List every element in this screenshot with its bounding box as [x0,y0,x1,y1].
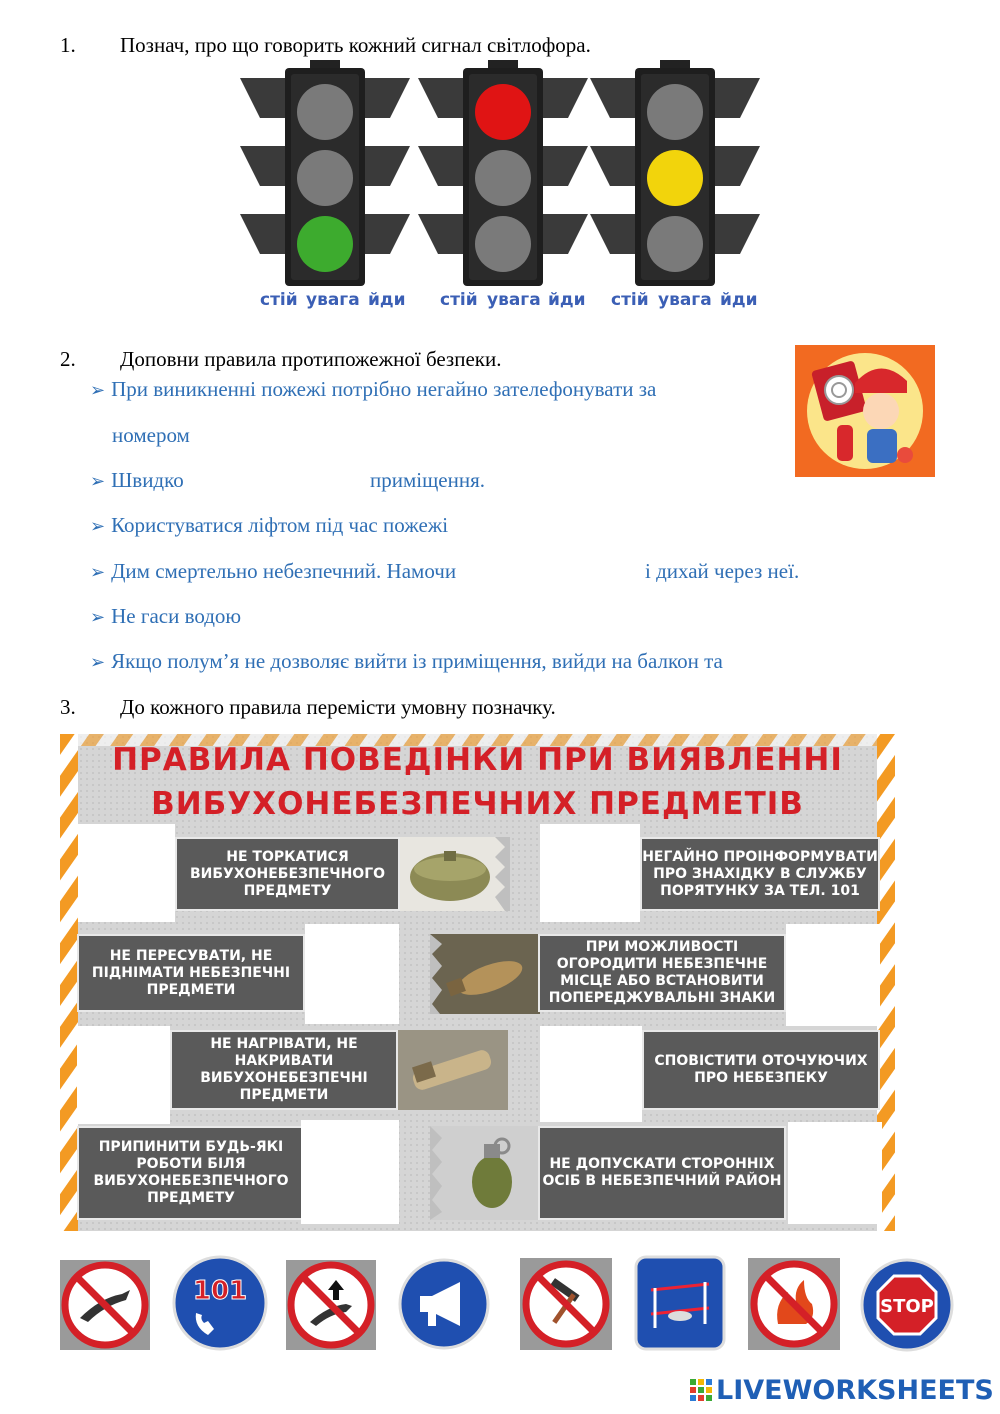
rule-do-not-move: НЕ ПЕРЕСУВАТИ, НЕ ПІДНІМАТИ НЕБЕЗПЕЧНІ ПРЕДМЕТИ [77,934,305,1012]
arrow-bullet-icon: ➢ [90,516,106,536]
q3-number: 3. [60,695,76,719]
green-light [297,216,353,272]
fire-rule-4-end: і дихай через неї. [645,559,800,583]
rule-stop-work: ПРИПИНИТИ БУДЬ-ЯКІ РОБОТИ БІЛЯ ВИБУХОНЕБЕЗПЕЧНОГО ПРЕДМЕТУ [77,1126,305,1220]
fire-rule-6 [90,649,723,674]
traffic-lights [235,58,765,290]
label-attention[interactable]: увага [306,290,360,310]
label-attention[interactable]: увага [658,290,712,310]
liveworksheets-logo [690,1375,994,1406]
arrow-bullet-icon: ➢ [90,380,106,400]
rule-no-outsiders: НЕ ДОПУСКАТИ СТОРОННІХ ОСІБ В НЕБЕЗПЕЧНИЙ РАЙОН [538,1126,786,1220]
drop-target[interactable] [305,924,399,1024]
poster-title-line2: ВИБУХОНЕБЕЗПЕЧНИХ ПРЕДМЕТІВ [151,786,804,822]
rule-do-not-touch: НЕ ТОРКАТИСЯ ВИБУХОНЕБЕЗПЕЧНОГО ПРЕДМЕТУ [175,837,400,911]
yellow-light [647,150,703,206]
light-off [647,216,703,272]
fire-rule-text: Користуватися ліфтом під час пожежі [111,513,449,537]
fire-rule-1 [90,377,656,402]
fire-rule-text: При виникненні пожежі потрібно негайно зателефонувати за [111,377,657,401]
light-off [475,150,531,206]
phone-number-text: 101 [192,1276,248,1306]
brand-name: LIVEWORKSHEETS [716,1375,994,1406]
fire-safety-illustration [795,345,935,477]
rule-inform-rescue: НЕГАЙНО ПРОІНФОРМУВАТИ ПРО ЗНАХІДКУ В СЛУЖБУ ПОРЯТУНКУ ЗА ТЕЛ. 101 [640,837,880,911]
megaphone-sign-icon[interactable] [398,1258,490,1350]
label-stop[interactable]: стій [611,290,649,310]
grenade-shell-photo [398,1030,508,1110]
q2-number: 2. [60,347,76,371]
traffic-light-3 [590,60,760,286]
q3-text: До кожного правила перемісти умовну позначку. [120,695,556,719]
liveworksheets-logo-icon [690,1379,712,1403]
fire-rule-5 [90,604,241,629]
fire-rule-text: Якщо полум’я не дозволяє вийти із приміщення, вийди на балкон та [111,649,723,673]
fire-rule-2-end: приміщення. [370,468,485,492]
fire-rule-text: Дим смертельно небезпечний. Намочи [111,559,457,583]
rule-do-not-heat: НЕ НАГРІВАТИ, НЕ НАКРИВАТИ ВИБУХОНЕБЕЗПЕЧНІ ПРЕДМЕТИ [170,1030,398,1110]
no-lift-sign-icon[interactable] [286,1260,376,1350]
drop-target[interactable] [77,1026,170,1124]
no-fire-sign-icon[interactable] [748,1258,840,1350]
stop-text: STOP [880,1296,934,1317]
landmine-photo [400,837,510,911]
rule-fence-area: ПРИ МОЖЛИВОСТІ ОГОРОДИТИ НЕБЕЗПЕЧНЕ МІСЦЕ АБО ВСТАНОВИТИ ПОПЕРЕДЖУВАЛЬНІ ЗНАКИ [538,934,786,1012]
arrow-bullet-icon: ➢ [90,562,106,582]
label-go[interactable]: йди [368,290,406,310]
label-attention[interactable]: увага [487,290,541,310]
fire-rule-4 [90,559,456,584]
drop-target[interactable] [788,1122,882,1224]
traffic-light-1 [240,60,410,286]
fence-sign-icon[interactable] [633,1254,727,1352]
phone-101-sign-icon[interactable] [172,1255,268,1351]
arrow-bullet-icon: ➢ [90,607,106,627]
light-off [297,84,353,140]
drop-target[interactable] [78,824,175,922]
fire-rule-text: Не гаси водою [111,604,242,628]
drop-target[interactable] [540,1026,642,1122]
no-tools-sign-icon[interactable] [520,1258,612,1350]
red-light [475,84,531,140]
drop-target[interactable] [786,924,880,1026]
fire-rule-text: Швидко [111,468,184,492]
drop-target[interactable] [540,824,640,922]
label-go[interactable]: йди [548,290,586,310]
stop-sign-icon[interactable] [860,1258,954,1352]
poster-title-line1: ПРАВИЛА ПОВЕДІНКИ ПРИ ВИЯВЛЕННІ [112,742,843,778]
q1-text: Познач, про що говорить кожний сигнал світлофора. [120,33,591,57]
label-stop[interactable]: стій [260,290,298,310]
q1-number: 1. [60,33,76,57]
traffic-light-2 [418,60,588,286]
shell-photo [430,934,540,1014]
no-touch-sign-icon[interactable] [60,1260,150,1350]
explosives-poster [60,734,895,1231]
rule-warn-others: СПОВІСТИТИ ОТОЧУЮЧИХ ПРО НЕБЕЗПЕКУ [642,1030,880,1110]
fire-rule-2 [90,468,184,493]
drop-target[interactable] [301,1120,399,1224]
label-stop[interactable]: стій [440,290,478,310]
light-off [297,150,353,206]
fire-rule-1-continued: номером [112,423,190,447]
label-go[interactable]: йди [720,290,758,310]
light-off [475,216,531,272]
fire-rule-3 [90,513,448,538]
arrow-bullet-icon: ➢ [90,471,106,491]
hand-grenade-photo [430,1126,540,1220]
arrow-bullet-icon: ➢ [90,652,106,672]
light-off [647,84,703,140]
q2-text: Доповни правила протипожежної безпеки. [120,347,502,371]
